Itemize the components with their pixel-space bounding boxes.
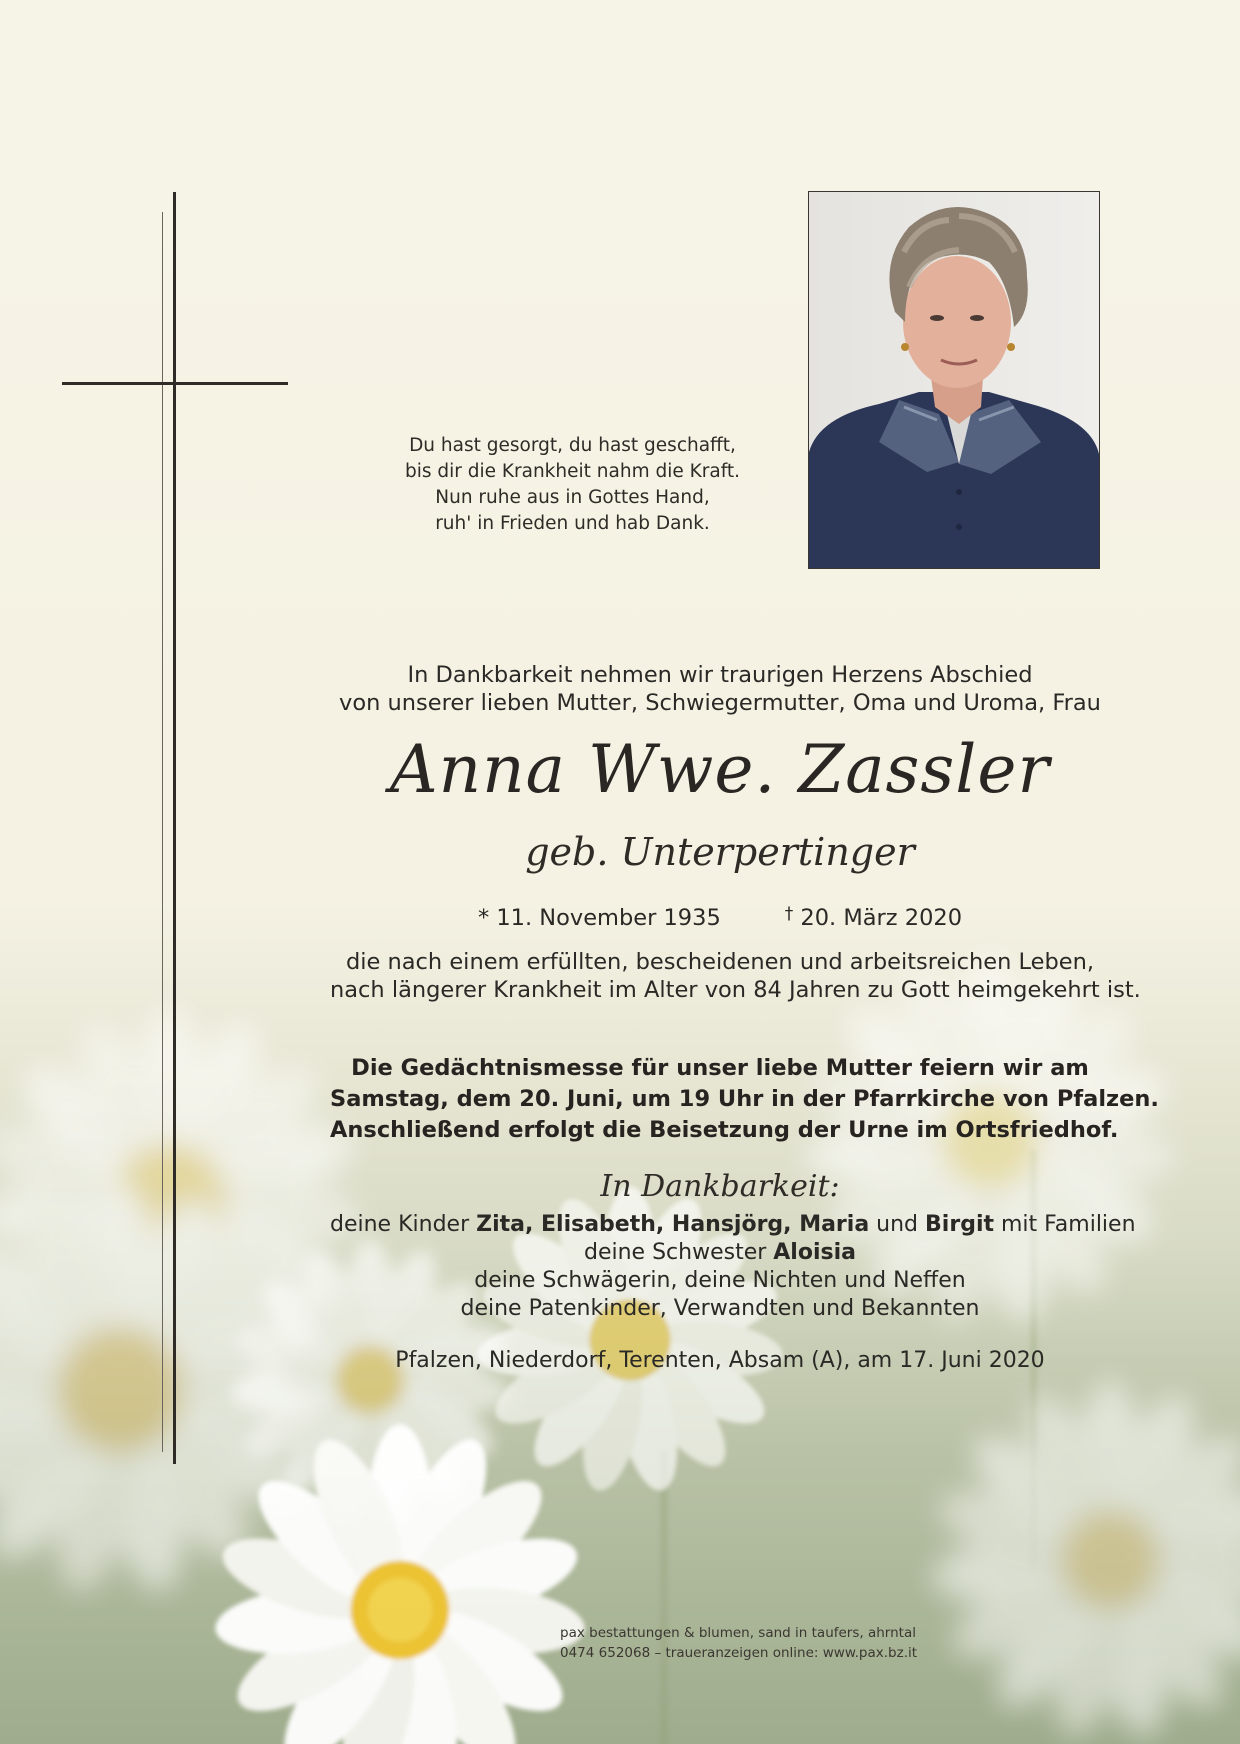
place-and-date: Pfalzen, Niederdorf, Terenten, Absam (A), am 17. Juni 2020: [395, 1348, 1045, 1373]
cross-horizontal-bar: [62, 382, 288, 385]
mass-line: Anschließend erfolgt die Beisetzung der Urne im Ortsfriedhof.: [330, 1117, 1119, 1143]
verse-line: Du hast gesorgt, du hast geschafft,: [409, 435, 736, 456]
life-text: [330, 948, 1141, 1004]
mass-line: Die Gedächtnismesse für unser liebe Mutter feiern wir am: [351, 1055, 1089, 1081]
footer-line: 0474 652068 – traueranzeigen online: www.pax.bz.it: [560, 1645, 918, 1661]
intro-text: [330, 661, 1110, 717]
mourners-sister: deine Schwester Aloisia: [583, 1240, 856, 1265]
verse-line: ruh' in Frieden und hab Dank.: [435, 513, 710, 534]
portrait-photo: [808, 191, 1100, 569]
life-line: die nach einem erfüllten, bescheidenen und arbeitsreichen Leben,: [345, 949, 1094, 975]
funeral-home-footer: [560, 1623, 918, 1663]
death-date: † 20. März 2020: [784, 904, 963, 931]
mass-line: Samstag, dem 20. Juni, um 19 Uhr in der Pfarrkirche von Pfalzen.: [330, 1086, 1159, 1112]
footer-line: pax bestattungen & blumen, sand in taufers, ahrntal: [560, 1625, 916, 1641]
birth-date: * 11. November 1935: [477, 905, 721, 931]
life-line: nach längerer Krankheit im Alter von 84 Jahren zu Gott heimgekehrt ist.: [330, 977, 1141, 1003]
birth-symbol: *: [477, 905, 490, 931]
mourners-children: deine Kinder Zita, Elisabeth, Hansjörg, Maria und Birgit mit Familien: [330, 1212, 1136, 1237]
memorial-mass-notice: [330, 1053, 1159, 1146]
maiden-name: geb. Unterpertinger: [525, 830, 915, 874]
mourners-heading: In Dankbarkeit:: [600, 1169, 840, 1204]
intro-line: von unserer lieben Mutter, Schwiegermutter, Oma und Uroma, Frau: [339, 690, 1101, 716]
verse-line: Nun ruhe aus in Gottes Hand,: [435, 487, 710, 508]
life-dates: [330, 899, 1110, 933]
mourners-line: deine Patenkinder, Verwandten und Bekannten: [460, 1296, 980, 1321]
verse-line: bis dir die Krankheit nahm die Kraft.: [404, 461, 741, 482]
cross-inner-line: [162, 212, 163, 1452]
intro-line: In Dankbarkeit nehmen wir traurigen Herzens Abschied: [407, 662, 1033, 688]
mourners-list: [330, 1211, 1136, 1323]
death-cross-icon: †: [784, 904, 794, 924]
deceased-name: Anna Wwe. Zassler: [389, 731, 1051, 808]
memorial-verse: [360, 433, 785, 537]
mourners-line: deine Schwägerin, deine Nichten und Neffen: [474, 1268, 966, 1293]
